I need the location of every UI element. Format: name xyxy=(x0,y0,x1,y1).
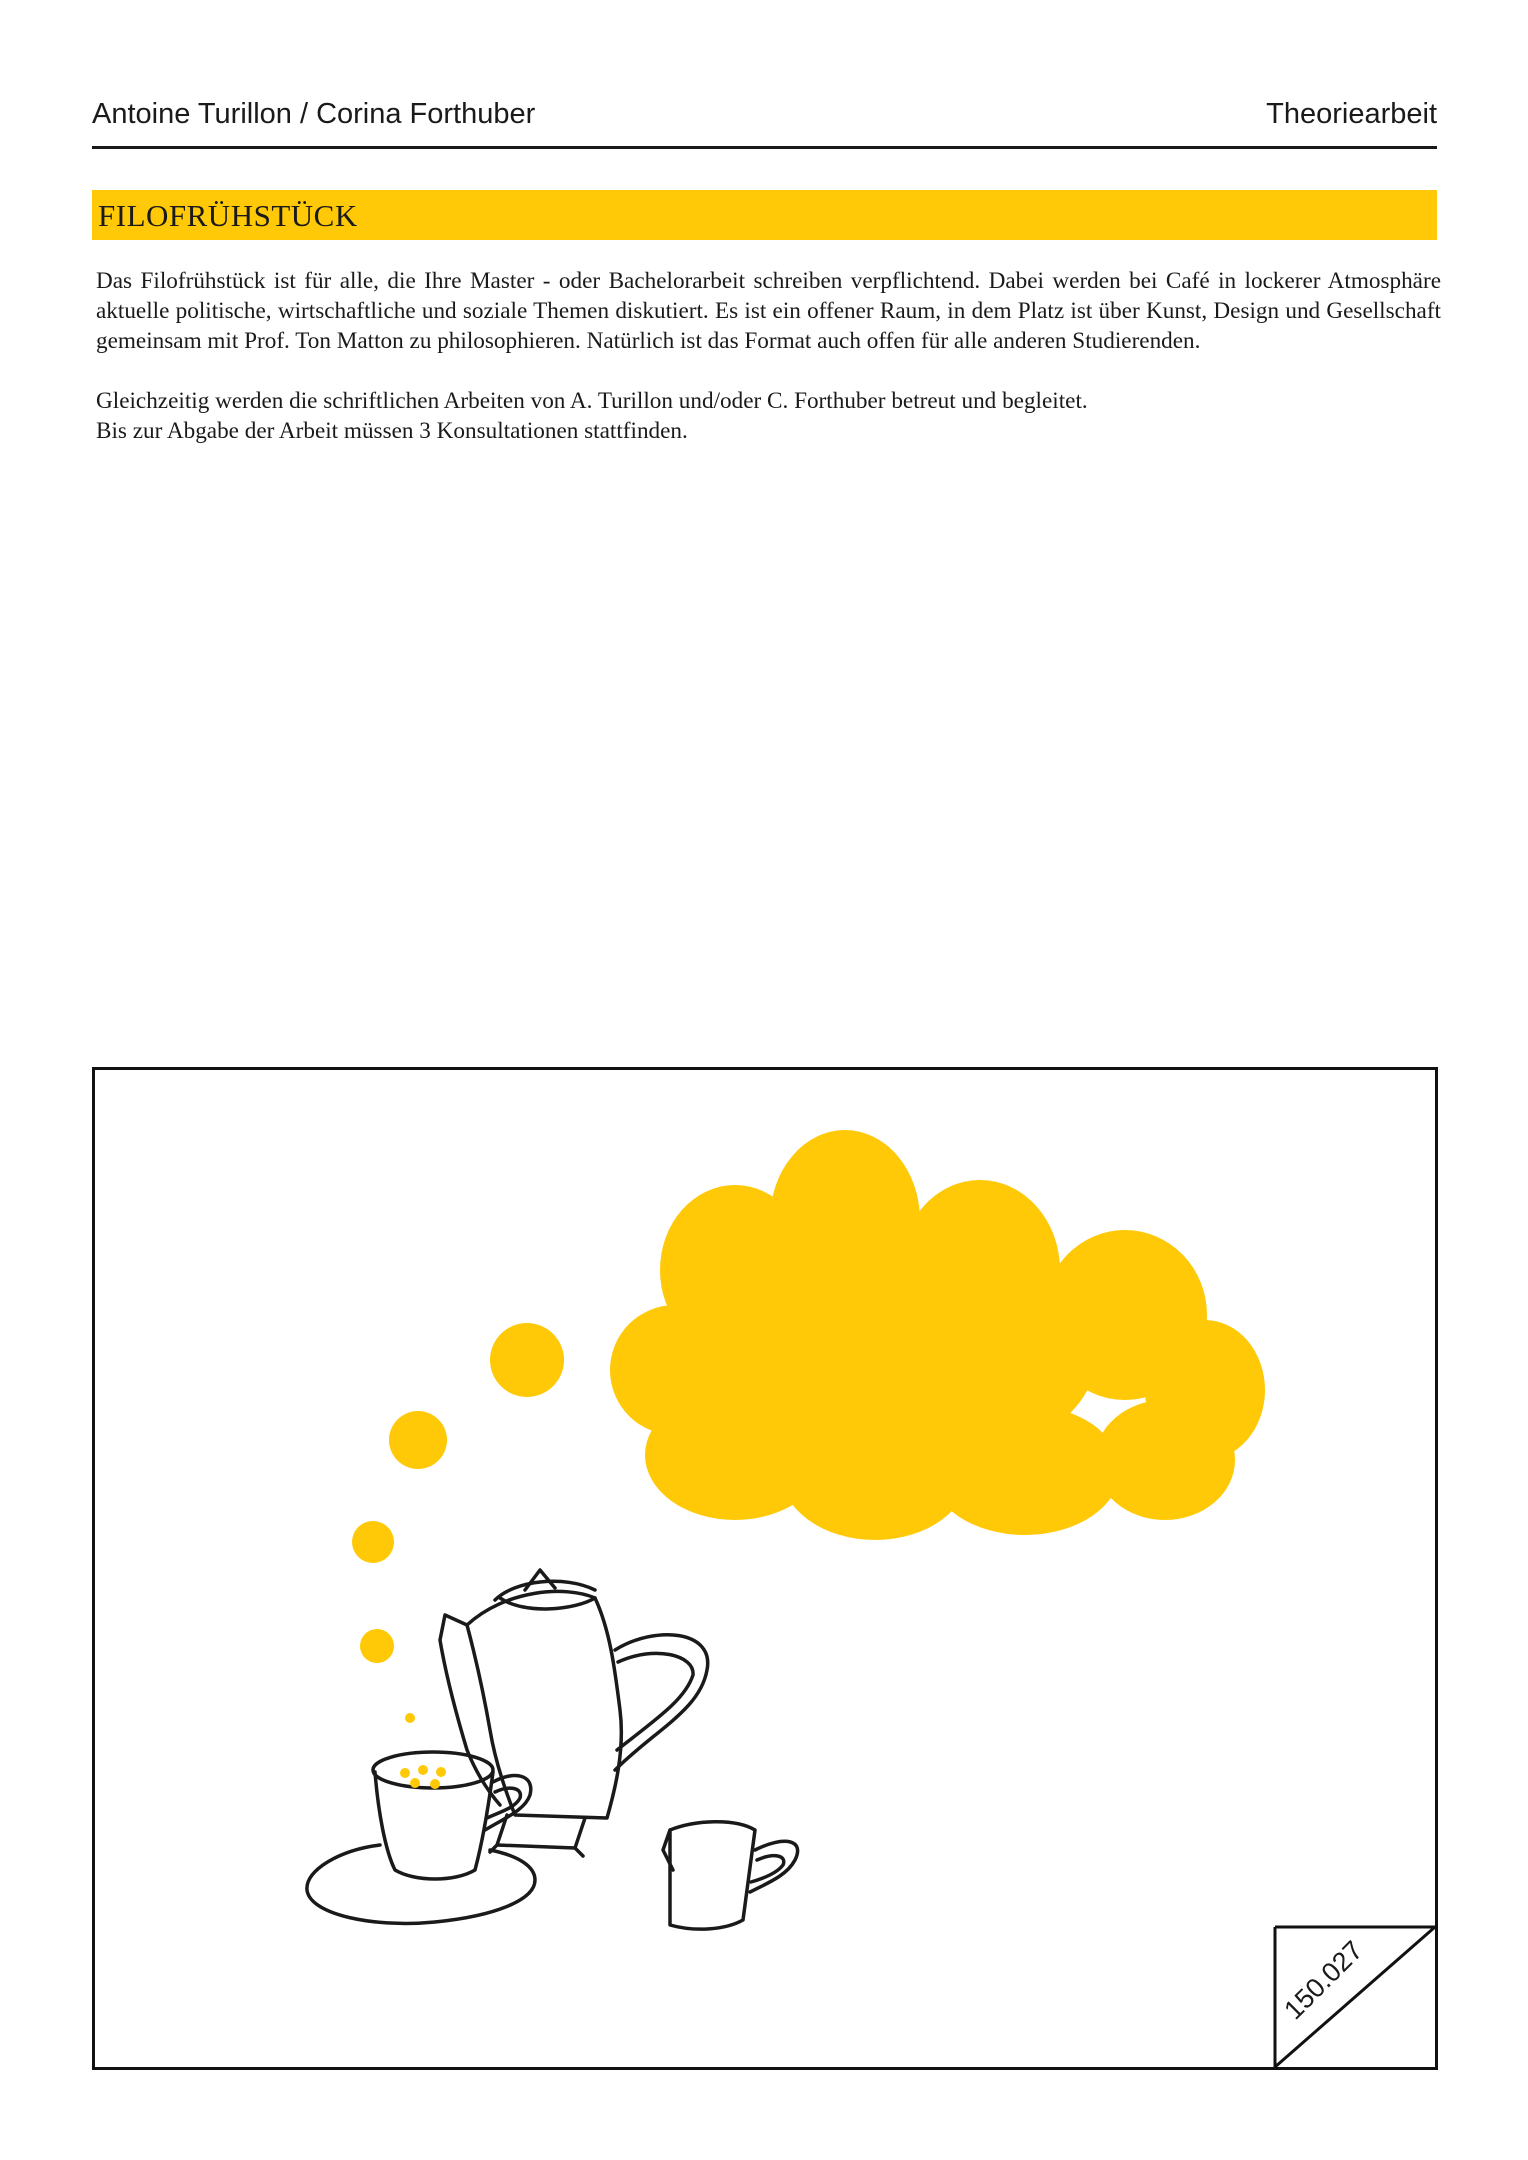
milk-jug-icon xyxy=(663,1822,798,1929)
thought-bubble xyxy=(360,1629,394,1663)
thought-bubble xyxy=(352,1521,394,1563)
body-paragraph-2-line-2: Bis zur Abgabe der Arbeit müssen 3 Konsultationen stattfinden. xyxy=(96,418,688,444)
thought-bubble xyxy=(389,1411,447,1469)
header-authors: Antoine Turillon / Corina Forthuber xyxy=(92,98,536,130)
illustration-frame xyxy=(92,1067,1438,2070)
body-paragraph-2-line-1: Gleichzeitig werden die schriftlichen Arbeiten von A. Turillon und/oder C. Forthuber betreut und begleitet. xyxy=(96,388,1088,414)
illustration-drawing xyxy=(95,1070,1435,2067)
page-title: FILOFRÜHSTÜCK xyxy=(98,198,358,233)
thought-bubble xyxy=(490,1323,564,1397)
teapot-icon xyxy=(440,1570,708,1856)
body-paragraph-1: Das Filofrühstück ist für alle, die Ihre Master - oder Bachelorarbeit schreiben verpflichtend. Dabei werden bei Café in lockerer Atmosphäre aktuelle politische, wirtschaftliche und soziale Themen diskutiert. Es ist ein offener Raum, in dem Platz ist über Kunst, Design und Gesellschaft gemeinsam mit Prof. Ton Matton zu philosophieren. Natürlich ist das Format auch offen für alle anderen Studierenden. xyxy=(96,268,1441,354)
body-text xyxy=(96,266,1441,446)
thought-cloud-icon xyxy=(610,1130,1265,1540)
header-section: Theoriearbeit xyxy=(1266,98,1437,130)
page-header xyxy=(92,96,1437,149)
stamp-number: 150.027 xyxy=(1278,1935,1369,2026)
thought-bubble xyxy=(405,1713,415,1723)
title-bar xyxy=(92,190,1437,240)
